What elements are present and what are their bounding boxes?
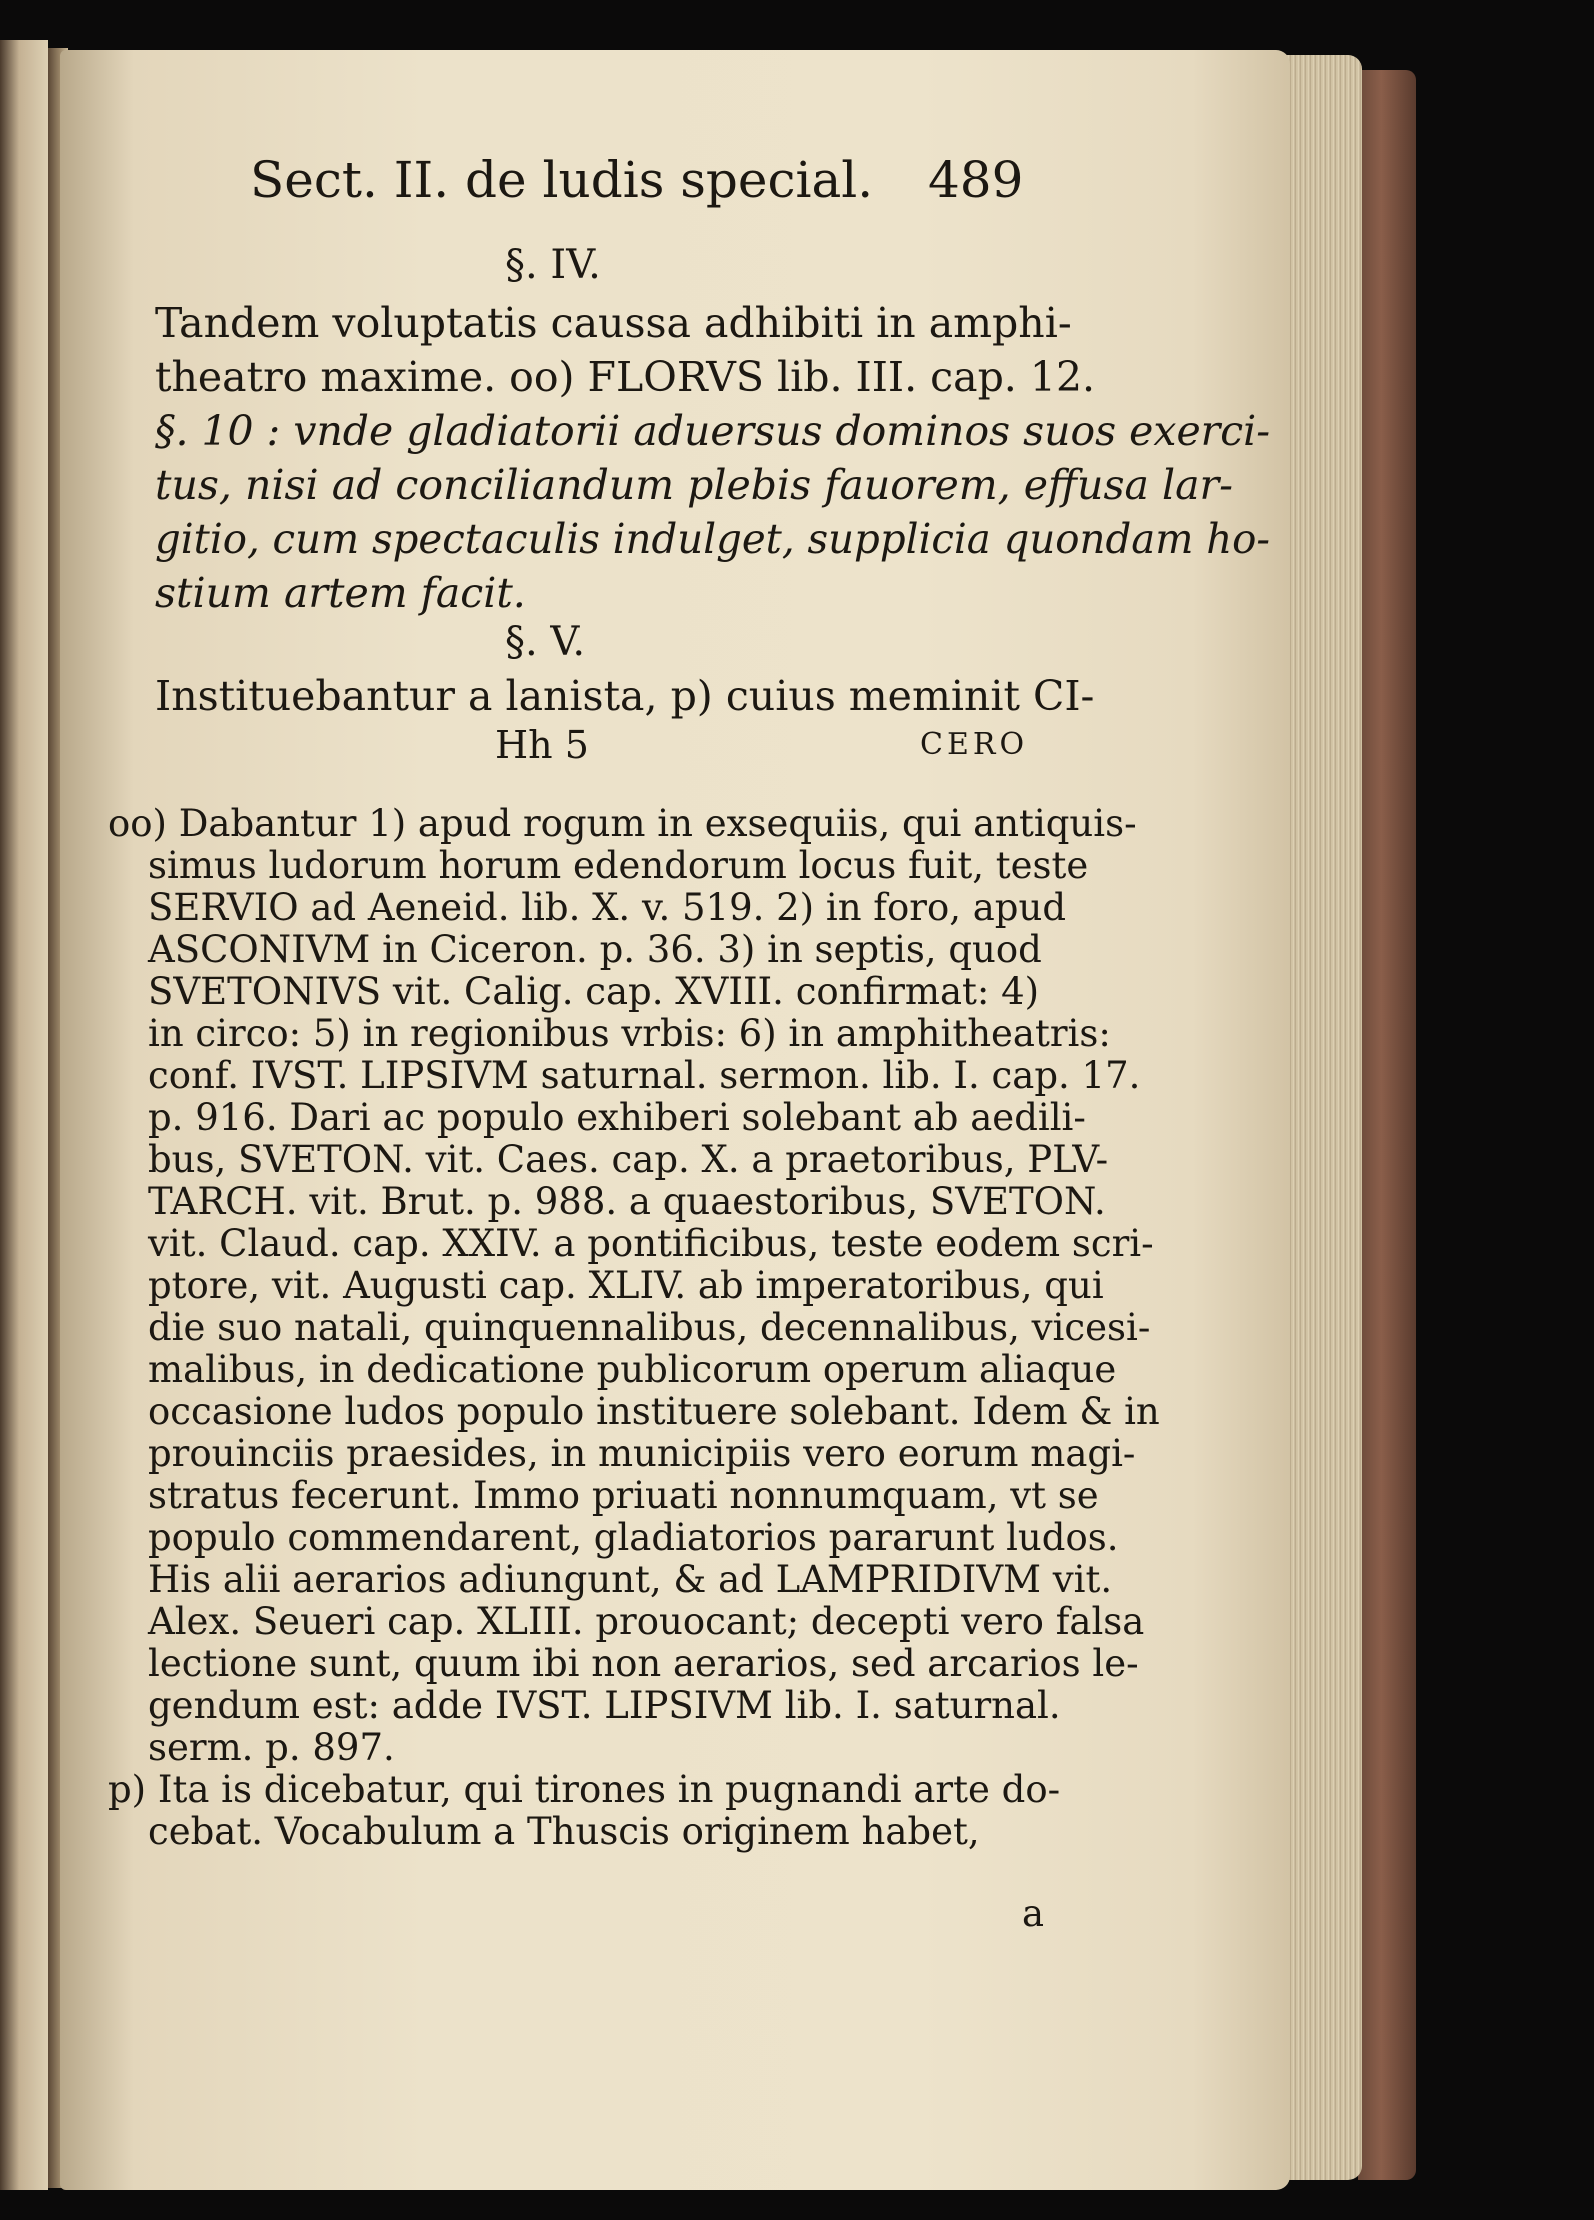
body-line: stium artem facit. [155,569,526,617]
footnote-line: die suo natali, quinquennalibus, decennalibus, vicesi- [148,1306,1151,1349]
footnote-line: populo commendarent, gladiatorios pararunt ludos. [148,1516,1119,1559]
footnote-line: p. 916. Dari ac populo exhiberi solebant ab aedili- [148,1096,1086,1139]
facing-page-edge [0,40,48,2190]
footnote-line: His alii aerarios adiungunt, & ad LAMPRIDIVM vit. [148,1558,1113,1601]
footnote-line: SERVIO ad Aeneid. lib. X. v. 519. 2) in foro, apud [148,886,1067,929]
footnote-line: serm. p. 897. [148,1726,395,1769]
footnote-line: occasione ludos populo instituere solebant. Idem & in [148,1390,1160,1433]
footnote-line: Alex. Seueri cap. XLIII. prouocant; decepti vero falsa [148,1600,1145,1643]
page-block-edges [1282,55,1362,2180]
footnote-line: gendum est: adde IVST. LIPSIVM lib. I. saturnal. [148,1684,1061,1727]
footnote-line: oo) Dabantur 1) apud rogum in exsequiis, qui antiquis- [108,802,1137,845]
footnote-line: stratus fecerunt. Immo priuati nonnumquam, vt se [148,1474,1099,1517]
section-heading-v: §. V. [505,619,586,665]
page-number: 489 [928,151,1024,209]
body-line: Tandem voluptatis caussa adhibiti in amphi- [155,299,1072,347]
section-heading-iv: §. IV. [505,242,601,288]
footnote-line: prouinciis praesides, in municipiis vero eorum magi- [148,1432,1136,1475]
running-head: Sect. II. de ludis special. [250,151,874,209]
book-cover [1358,70,1416,2180]
footnote-line: in circo: 5) in regionibus vrbis: 6) in amphitheatris: [148,1012,1111,1055]
footnote-line: ASCONIVM in Ciceron. p. 36. 3) in septis, quod [148,928,1042,971]
signature-mark: Hh 5 [495,723,589,767]
footnote-line: cebat. Vocabulum a Thuscis originem habet, [148,1810,980,1853]
footnote-line: conf. IVST. LIPSIVM saturnal. sermon. lib. I. cap. 17. [148,1054,1141,1097]
catchword: CERO [920,727,1029,762]
body-line: Instituebantur a lanista, p) cuius meminit CI- [155,672,1095,720]
footnote-line: ptore, vit. Augusti cap. XLIV. ab imperatoribus, qui [148,1264,1104,1307]
footer-catchword: a [1022,1892,1045,1935]
footnote-line: TARCH. vit. Brut. p. 988. a quaestoribus, SVETON. [148,1180,1106,1223]
body-line: gitio, cum spectaculis indulget, supplicia quondam ho- [155,515,1270,563]
footnote-line: p) Ita is dicebatur, qui tirones in pugnandi arte do- [108,1768,1061,1811]
footnote-line: bus, SVETON. vit. Caes. cap. X. a praetoribus, PLV- [148,1138,1109,1181]
footnote-line: SVETONIVS vit. Calig. cap. XVIII. confirmat: 4) [148,970,1040,1013]
footnote-line: simus ludorum horum edendorum locus fuit, teste [148,844,1089,887]
body-line: theatro maxime. oo) FLORVS lib. III. cap. 12. [155,353,1096,401]
footnote-line: malibus, in dedicatione publicorum operum aliaque [148,1348,1117,1391]
body-line: tus, nisi ad conciliandum plebis fauorem, effusa lar- [155,461,1233,509]
footnote-line: vit. Claud. cap. XXIV. a pontificibus, teste eodem scri- [148,1222,1154,1265]
footnote-line: lectione sunt, quum ibi non aerarios, sed arcarios le- [148,1642,1139,1685]
body-line: §. 10 : vnde gladiatorii aduersus dominos suos exerci- [155,407,1271,455]
